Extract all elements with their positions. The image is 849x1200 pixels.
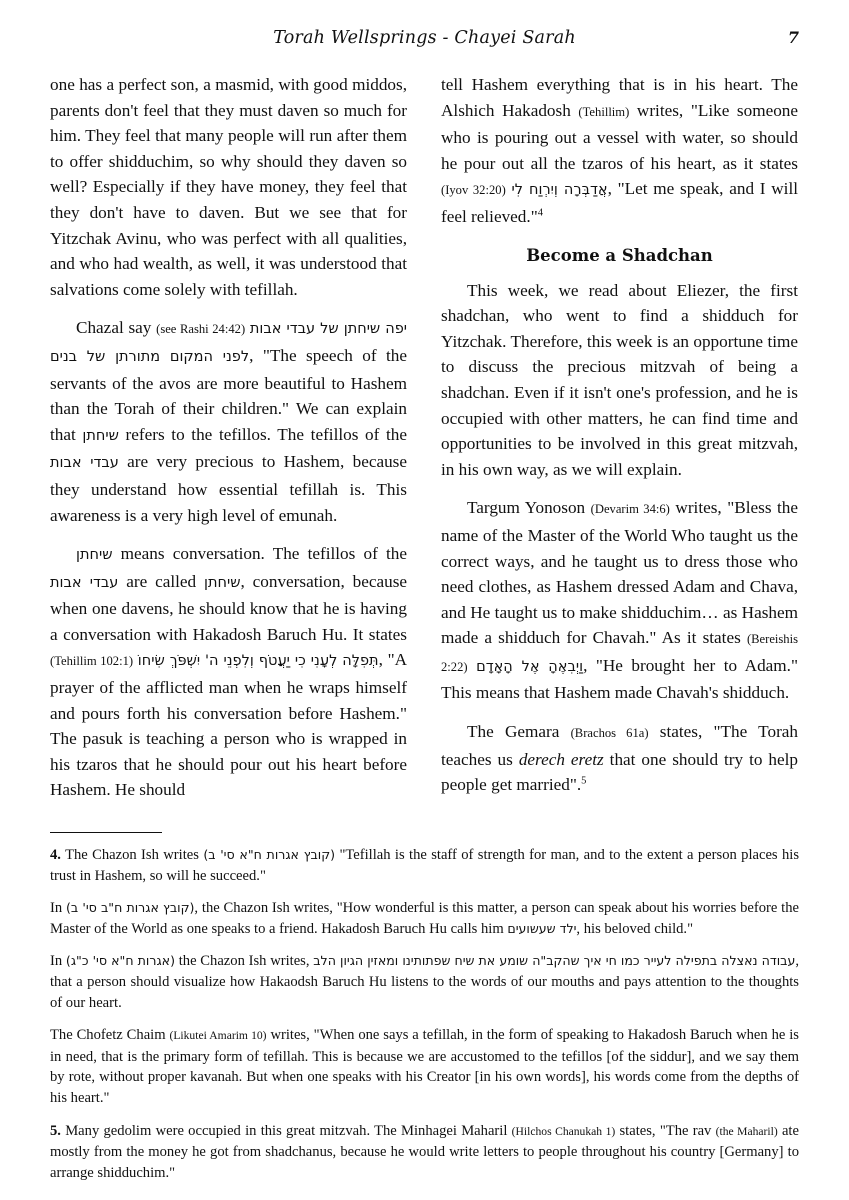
hebrew-quote: עבודה נאצלה בתפילה לעייר כמו חי איך שהקב"ה שומע את שיח שפתותינו ומאזין הגיון הלב: [313, 953, 796, 969]
paragraph-text: one has a perfect son, a masmid, with good middos, parents don't feel that they must daven so much for him. They feel that many people will run after them to offer shidduchim, so why should they daven so well? Especially if they have money, they feel that they don't have to daven. But we see that for Yitzchak Avinu, who was perfect with all qualities, and who had wealth, as well, it was understood that salvations come solely with tefillah.: [50, 75, 407, 299]
page-number: 7: [787, 28, 799, 47]
paragraph-left-3: [50, 541, 407, 803]
footnote-marker: 5: [581, 775, 587, 787]
hebrew-term: ילד שעשועים: [507, 920, 577, 936]
footnote-4c: [50, 951, 799, 1013]
paragraph-text: , conversation, because when one davens, he should know that he is having a conversation with Hakadosh Baruch Hu. It states: [50, 571, 408, 644]
footnote-separator: [50, 832, 162, 833]
footnote-text: The Chazon Ish writes: [65, 847, 199, 864]
source-reference: (see Rashi 24:42): [156, 322, 246, 337]
source-reference: (Hilchos Chanukah 1): [511, 1124, 616, 1138]
footnote-lead: The Chofetz Chaim: [50, 1027, 166, 1044]
paragraph-text: refers to the tefillos. The tefillos of the: [125, 424, 407, 444]
footnote-4: [50, 845, 799, 886]
hebrew-source: (קובץ אגרות ח"ב סי' ב): [66, 900, 195, 916]
hebrew-term: שיחתן: [204, 574, 241, 591]
paragraph-text: states, "The Torah teaches us: [441, 722, 799, 769]
hebrew-quote: וַיְבִאֶהָ אֶל הָאָדָם: [476, 658, 584, 675]
footnote-text: ate mostly from the money he got from shadchanus, because he would write letters to people throughout his country [Germany] to arrange shidduchim.": [50, 1122, 799, 1181]
paragraph-text: are very precious to Hashem, because they understand how essential tefillah is. This awareness is a very high level of emunah.: [50, 452, 407, 525]
source-reference: (Tehillim 102:1): [50, 654, 134, 669]
paragraph-left-2: [50, 315, 407, 528]
paragraph-text: This week, we read about Eliezer, the first shadchan, who went to find a shidduch for Yitzchak. Therefore, this week is an opportune time to discuss the precious mitzvah of being a shadchan. Even if it isn't one's profession, and he is occupied with other matters, he can find time and opportunities to be involved in this great mitzvah, in his own way, as we will explain.: [441, 280, 798, 479]
left-column: [50, 72, 407, 816]
hebrew-quote: תְּפִלָּה לְעָנִי כִי יַעֲטֹף וְלִפְנֵי ה' יִשְׁפֹּךְ שִׂיחוֹ: [137, 653, 379, 670]
source-reference: (Devarim 34:6): [590, 502, 670, 517]
paragraph-text: that one should try to help people get married".: [441, 749, 799, 795]
italic-term: derech eretz: [518, 749, 604, 769]
footnote-text: , his beloved child.": [576, 920, 694, 937]
hebrew-quote: יפה שיחתן של עבדי אבות לפני המקום מתורתן של בנים: [50, 321, 408, 365]
footnote-text: states, "The rav: [619, 1122, 712, 1139]
paragraph-right-top: [441, 72, 798, 230]
footnote-text: "Tefillah is the staff of strength for man, and to the extent a person places his trust in Hashem, so will he succeed.": [50, 847, 800, 884]
footnote-4d: [50, 1025, 799, 1108]
footnote-lead: In: [50, 900, 63, 917]
footnote-5: [50, 1121, 799, 1184]
source-reference: (Bereishis 2:22): [441, 632, 799, 674]
running-head: [50, 28, 799, 58]
body-columns: [50, 72, 799, 816]
hebrew-quote: אֲדַבְּרָה וְיִרְוַח לִי: [511, 182, 608, 199]
footnote-text: , the Chazon Ish writes, "How wonderful is this matter, a person can speak about his worries before the Master of the World as one speaks to a friend. Hakadosh Baruch Hu calls him: [50, 900, 799, 937]
paragraph-text: means conversation. The tefillos of the: [120, 544, 407, 564]
paragraph-left-1: [50, 72, 407, 302]
paragraph-text: , "A prayer of the afflicted man when he wraps himself and pours forth his conversation before Hashem." The pasuk is teaching a person who is wrapped in his tzaros that he should pour out his heart before Hashem. He should: [50, 650, 407, 800]
footnotes-section: [50, 832, 799, 1183]
footnote-text: , that a person should visualize how Hakaodsh Baruch Hu listens to the words of our mouths and pays attention to the thoughts of our heart.: [50, 953, 799, 1011]
paragraph-text: , "The speech of the servants of the avos are more beautiful to Hashem than the Torah of their children." We can explain that: [50, 345, 407, 444]
paragraph-text: are called: [126, 571, 197, 591]
paragraph-text: , "Let me speak, and I will feel relieved.": [441, 179, 798, 226]
source-reference: (Brachos 61a): [570, 726, 649, 741]
paragraph-text: tell Hashem everything that is in his heart. The Alshich Hakadosh: [441, 75, 798, 120]
source-reference: (the Maharil): [715, 1124, 778, 1138]
footnote-marker: 4: [537, 207, 543, 219]
paragraph-right-2: [441, 495, 798, 706]
footnote-text: writes, "When one says a tefillah, in the form of speaking to Hakadosh Baruch when he is in need, that is the primary form of tefillah. This is because we are accustomed to the tefillos [of the siddur], and we say them by rote, without proper kavanah. But when one speaks with his Creator [in his own words], his words come from the depths of his heart.": [50, 1027, 799, 1106]
footnote-number: 5.: [50, 1122, 61, 1139]
hebrew-source: (קובץ אגרות ח"א סי' ב): [203, 847, 336, 863]
page-title: Torah Wellsprings - Chayei Sarah: [273, 28, 576, 48]
paragraph-text: writes, "Bless the name of the Master of the World Who taught us the correct ways, and he taught us to dress those who need clothes, as Hashem dressed Adam and Chava, and He taught us to make shidduchim… as Hashem made a shidduch for Chavah." As it states: [441, 498, 799, 648]
paragraph-right-1: [441, 278, 798, 483]
citation-lead: Chazal say: [76, 318, 152, 338]
paragraph-right-3: [441, 719, 798, 798]
footnote-text: the Chazon Ish writes,: [178, 953, 310, 970]
citation-lead: Targum Yonoson: [467, 498, 586, 518]
hebrew-term: עבדי אבות: [50, 574, 119, 591]
hebrew-term: שיחתן: [76, 547, 113, 564]
hebrew-term: שיחתן: [82, 427, 119, 444]
paragraph-text: writes, "Like someone who is pouring out a vessel with water, so should he pour out all the tzaros of his heart, as it states: [441, 100, 799, 173]
source-reference: (Likutei Amarim 10): [169, 1029, 267, 1043]
hebrew-source: (אגרות ח"א סי' כ"ג): [65, 953, 175, 969]
footnote-number: 4.: [50, 847, 61, 864]
right-column: [441, 72, 798, 811]
source-reference: (Iyov 32:20): [441, 183, 506, 198]
hebrew-term: עבדי אבות: [50, 455, 119, 472]
footnote-text: Many gedolim were occupied in this great mitzvah. The Minhagei Maharil: [65, 1122, 508, 1139]
footnote-4b: [50, 898, 799, 939]
paragraph-text: , "He brought her to Adam." This means that Hashem made Chavah's shidduch.: [441, 655, 798, 703]
section-heading: Become a Shadchan: [526, 245, 713, 265]
footnote-lead: In: [50, 953, 63, 970]
source-reference: (Tehillim): [578, 104, 630, 119]
citation-lead: The Gemara: [467, 722, 560, 742]
